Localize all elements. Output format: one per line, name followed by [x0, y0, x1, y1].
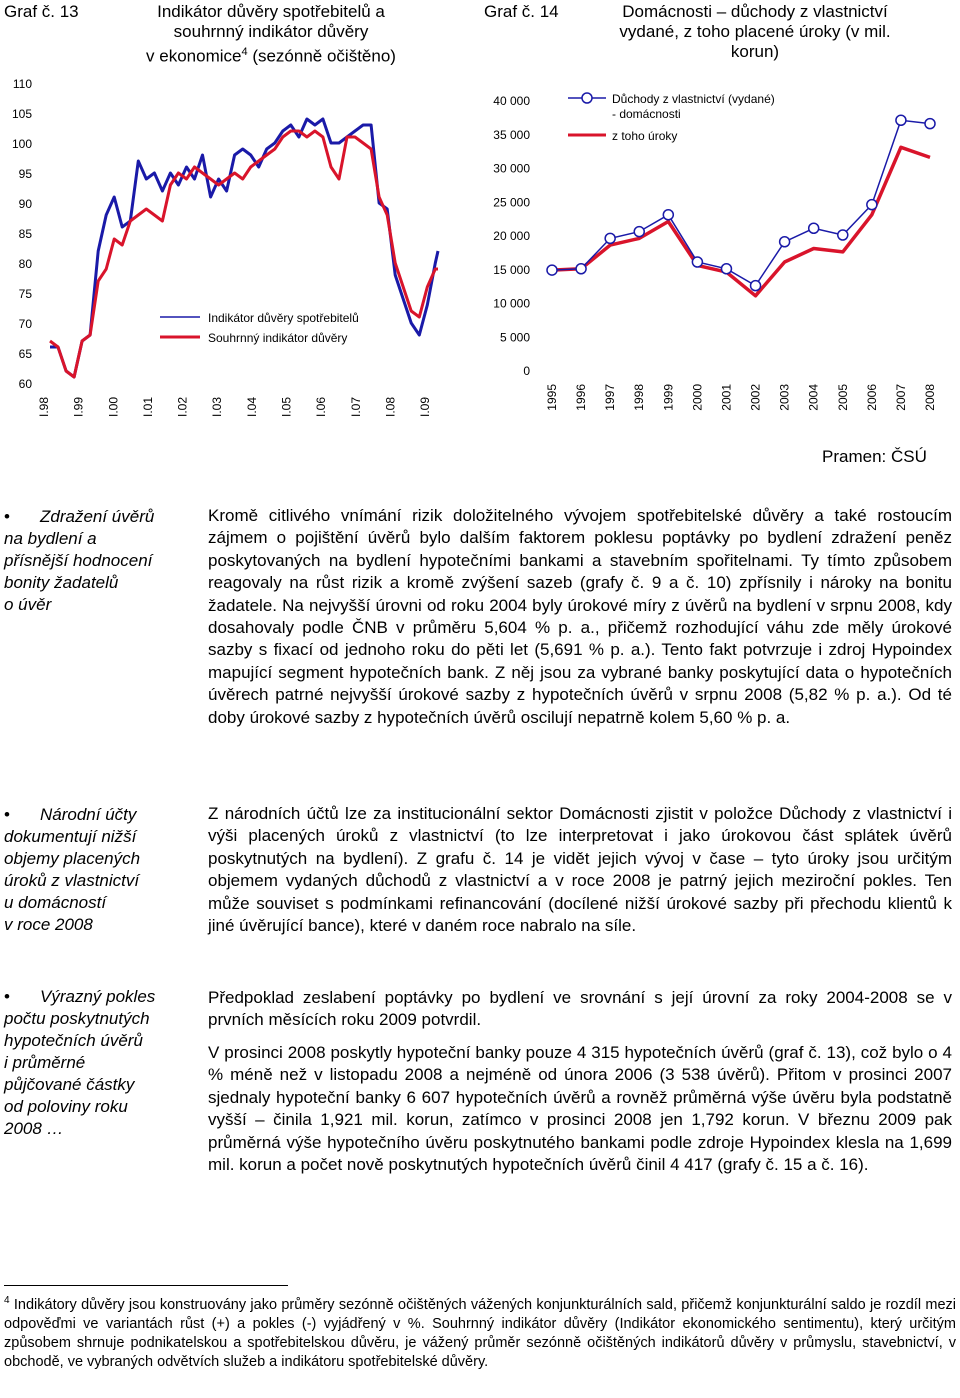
data-point [547, 265, 557, 275]
x-tick-label: 1995 [545, 384, 559, 411]
data-point [838, 230, 848, 240]
x-tick-label: I.09 [418, 397, 433, 418]
y-tick-label: 5 000 [499, 330, 530, 345]
x-tick-label: 2005 [835, 384, 850, 411]
x-tick-label: 1997 [603, 384, 618, 411]
data-point [576, 264, 586, 274]
data-point [663, 210, 673, 220]
x-tick-label: 1996 [574, 384, 589, 411]
x-tick-label: 1999 [661, 384, 676, 411]
x-tick-label: 2002 [748, 384, 763, 411]
data-point [605, 233, 615, 243]
graph13-title-line-1: Indikátor důvěry spotřebitelů a [157, 2, 385, 21]
y-tick-label: 75 [18, 287, 32, 301]
y-tick-label: 35 000 [493, 127, 530, 142]
footnote-ref: 4 [241, 46, 248, 58]
x-tick-label: I.98 [37, 397, 51, 418]
source-note: Pramen: ČSÚ [822, 447, 927, 466]
x-tick-label: I.00 [106, 397, 121, 418]
graph13-number: Graf č. 13 [4, 2, 79, 21]
x-tick-label: 2008 [923, 384, 937, 411]
x-tick-label: I.99 [71, 397, 86, 418]
footnote: $^4$ Indikátory důvěry jsou konstruovány jako průměry sezónně očištěných vážených konjunkturálních sald, přičemž konjunkturální saldo je rozdíl mezi odpověďmi ve variantách růst (+) a pokles (-) vyjádřený v %. Souhrnný indikátor důvěry (Indikátor ekonomického sentimentu), který určitým způsobem shrnuje podnikatelskou a spotřebitelskou důvěru, je vážený průměr sezónně očištěných indikátorů důvěry v průmyslu, stavebnictví, v obchodě, ve vybraných odvětvích služeb a indikátoru spotřebitelské důvěry. [4, 1295, 956, 1370]
x-tick-label: I.07 [348, 397, 363, 418]
x-tick-label: 1998 [632, 384, 647, 411]
y-tick-label: 80 [18, 257, 32, 271]
legend-label: Indikátor důvěry spotřebitelů [208, 311, 359, 325]
bullet-icon: • [4, 507, 10, 526]
legend-label: - domácnosti [612, 107, 681, 121]
y-tick-label: 25 000 [493, 195, 530, 210]
paragraph-1: Kromě citlivého vnímání rizik doložitelného vývojem spotřebitelské důvěry a také rostoucím zájmem o pojištění úvěrů bylo dalším faktorem poklesu poptávky po bydlení zdražení peněz poskytovaných na bydlení hypotečními bankami a stavebním spořitelnami. Ty tímto způsobem reagovaly na růst rizik a kromě zvýšení sazeb (grafy č. 9 a č. 10) zpřísnily i nároky na bonitu žadatele. Na nejvyšší úrovni od roku 2004 byly úrokové míry z úvěrů na bydlení v srpnu 2008, kdy dosahovaly podle ČNB v průměru 5,604 % p. a., přičemž rozhodující váhu zde měly úrokové sazby s fixací od jednoho roku do pěti let (5,691 % p. a.). Tento fakt potvrzuje i zdroj Hypoindex mapující segment hypotečních bank. Z něj jsou za vybrané banky poskytující data o hypotečních úvěrech patrné nejvyšší úrokové sazby z hypotečních úvěrů v srpnu 2008 (5,82 % p. a.). Od té doby úrokové sazby z hypotečních úvěrů oscilují nepatrně kolem 5,60 % p. a. [208, 506, 952, 727]
data-point [721, 264, 731, 274]
y-tick-label: 0 [523, 364, 530, 378]
graph13-title [108, 2, 434, 67]
data-point [809, 223, 819, 233]
data-point [751, 281, 761, 291]
x-tick-label: I.04 [244, 397, 259, 418]
y-tick-label: 10 000 [493, 296, 530, 311]
legend-label: z toho úroky [612, 129, 678, 143]
footnote-number: 4 [4, 1295, 10, 1306]
y-tick-label: 105 [11, 107, 32, 121]
data-point [692, 257, 702, 267]
y-tick-label: 95 [18, 167, 32, 181]
data-point [896, 115, 906, 125]
y-tick-label: 20 000 [493, 229, 530, 243]
data-point [634, 227, 644, 237]
paragraph-3: Předpoklad zeslabení poptávky po bydlení ve srovnání s její úrovní za roky 2004-2008 se v prvních měsících roku 2009 potvrdil. [208, 988, 952, 1030]
x-tick-label: I.02 [175, 397, 190, 418]
chart-graph14 [470, 70, 960, 440]
sidebar-note-2: • Národní účty dokumentují nižší objemy placených úroků z vlastnictví u domácností v roce 2008 [4, 805, 141, 934]
footnote-divider [4, 1285, 288, 1286]
sidebar-note-1: • Zdražení úvěrů na bydlení a přísnější hodnocení bonity žadatelů o úvěr [4, 507, 155, 614]
y-tick-label: 30 000 [493, 161, 530, 176]
x-tick-label: I.05 [279, 397, 294, 418]
y-tick-label: 100 [11, 137, 32, 151]
graph14-number: Graf č. 14 [484, 2, 559, 21]
series-line-interest [552, 147, 930, 295]
y-tick-label: 85 [18, 227, 32, 241]
x-tick-label: 2007 [893, 384, 908, 411]
x-tick-label: I.03 [210, 397, 225, 418]
graph13-title-line-2: souhrnný indikátor důvěry [173, 22, 369, 41]
x-tick-label: 2003 [777, 384, 792, 411]
y-tick-label: 15 000 [493, 262, 530, 277]
bullet-icon: • [4, 805, 10, 824]
paragraph-2: Z národních účtů lze za institucionální sektor Domácnosti zjistit v položce Důchody z vlastnictví i výši placených úroků z vlastnictví (to lze interpretovat i jako úrokovou část splátek úvěrů poskytnutých na bydlení). Z grafu č. 14 je vidět jejich vývoj v čase – tyto úroky jsou určitým objemem vydaných důchodů z vlastnictví a v roce 2008 je patrný jejich meziroční pokles. Ten může souviset s podmínkami refinancování (docílené nižší úrokové sazby při přechodu klientů k jiné úvěrující bance), které v daném roce nabralo na síle. [208, 804, 952, 936]
x-tick-label: 2004 [806, 384, 821, 411]
paragraph-4: V prosinci 2008 poskytly hypoteční banky pouze 4 315 hypotečních úvěrů (graf č. 13), což bylo o 4 % méně než v listopadu 2008 a nejméně od února 2006 (3 538 úvěrů). Přitom v prosinci 2007 sjednaly hypoteční banky 6 607 hypotečních úvěrů a rovněž průměrná výše úvěru byla podstatně vyšší – činila 1,921 mil. korun, zatímco v prosinci 2008 jen 1,792 korun. V březnu 2009 pak průměrná výše hypotečního úvěru poskytnutého bankami podle zdroje Hypoindex klesla na 1,699 mil. korun a počet nově poskytnutých hypotečních úvěrů činil 4 417 (grafy č. 15 a č. 16). [208, 1043, 952, 1175]
y-tick-label: 60 [18, 377, 32, 391]
chart-graph13 [0, 70, 460, 440]
graph14-title: Domácnosti – důchody z vlastnictví vydané, z toho placené úroky (v mil. korun) [619, 2, 891, 61]
legend-label: Důchody z vlastnictví (vydané) [612, 92, 775, 106]
x-tick-label: 2006 [864, 384, 879, 411]
x-tick-label: 2000 [690, 384, 705, 411]
x-tick-label: I.01 [140, 397, 155, 418]
data-point [925, 119, 935, 129]
sidebar-note-3: • Výrazný pokles počtu poskytnutých hypotečních úvěrů i průměrné půjčované částky od poloviny roku 2008 … [4, 987, 156, 1138]
legend-label: Souhrnný indikátor důvěry [208, 331, 348, 345]
y-tick-label: 40 000 [493, 94, 530, 108]
x-tick-label: I.08 [383, 397, 398, 418]
graph13-title-line-3: v ekonomice$^4$ (sezónně očištěno) [146, 46, 396, 66]
bullet-icon: • [4, 987, 10, 1006]
legend-marker [582, 93, 592, 103]
data-point [867, 200, 877, 210]
y-tick-label: 65 [18, 347, 32, 361]
x-tick-label: I.06 [314, 397, 329, 418]
y-tick-label: 110 [12, 77, 32, 91]
data-point [780, 237, 790, 247]
y-tick-label: 90 [18, 197, 32, 211]
y-tick-label: 70 [18, 317, 32, 331]
x-tick-label: 2001 [719, 384, 734, 411]
